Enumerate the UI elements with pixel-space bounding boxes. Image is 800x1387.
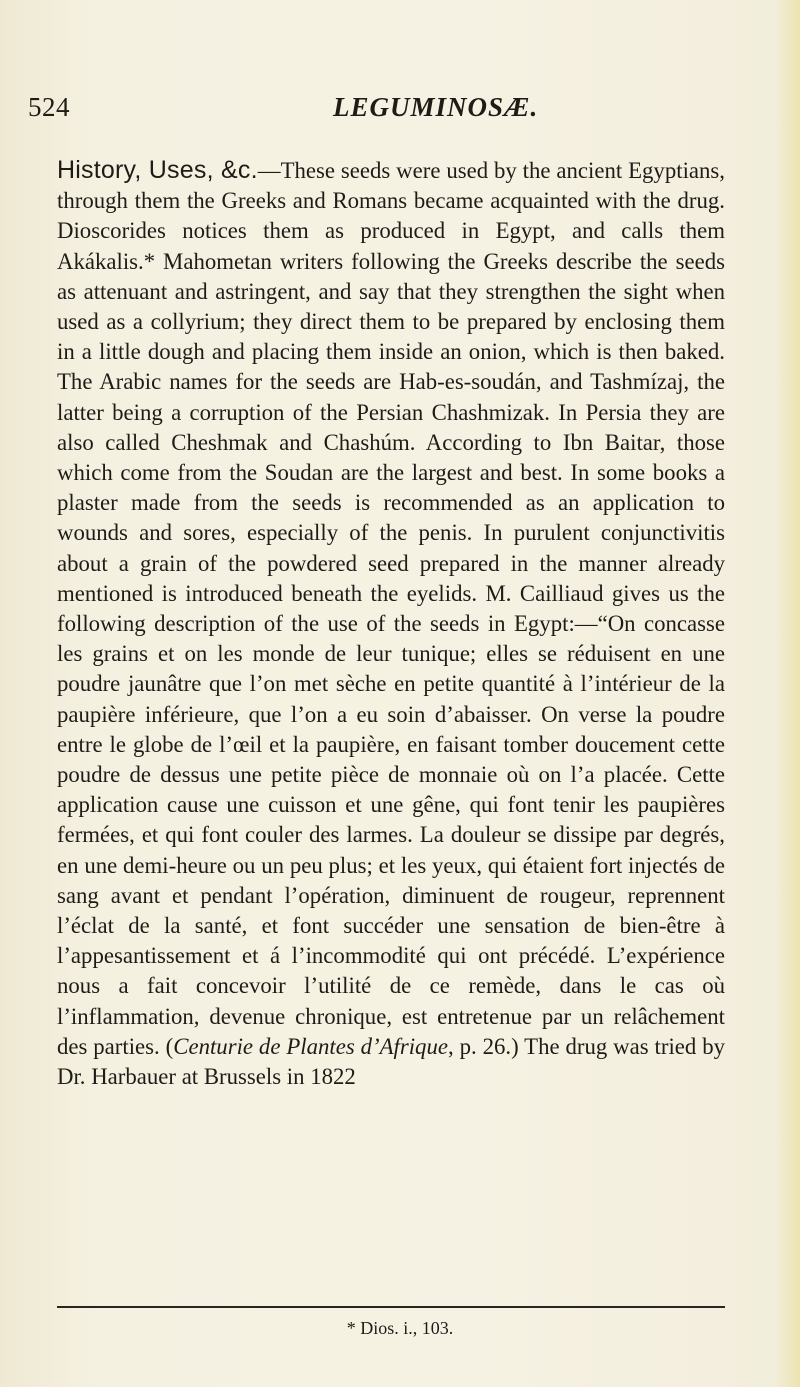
footnote: * Dios. i., 103. — [346, 1318, 454, 1338]
paragraph-continuation: The drug was tried by Dr. Harbauer at Brussels in 1822 — [57, 1033, 725, 1090]
section-heading: History, Uses, &c. — [57, 156, 258, 184]
body-text — [57, 155, 725, 1092]
history-paragraph — [57, 155, 725, 1092]
citation-title: Centurie de Plantes d’Afrique — [173, 1033, 448, 1059]
page-number: 524 — [28, 92, 70, 122]
footnote-divider — [57, 1306, 725, 1308]
paragraph-text: —These seeds were used by the ancient Egyptians, through them the Greeks and Romans became acquainted with the drug. Dioscorides notices them as produced in Egypt, and calls them Akákalis.* Mahometan writers following the Greeks describe the seeds as attenuant and astringent, and say that they strengthen the sight when used as a collyrium; they direct them to be prepared by enclosing them in a little dough and placing them inside an onion, which is then baked. The Arabic names for the seeds are Hab-es-soudán, and Tashmízaj, the latter being a corruption of the Persian Chashmizak. In Persia they are also called Cheshmak and Chashúm. According to Ibn Baitar, those which come from the Soudan are the largest and best. In some books a plaster made from the seeds is recommended as an application to wounds and sores, especially of the penis. In purulent conjunctivitis about a grain of the powdered seed prepared in the manner already mentioned is introduced beneath the eyelids. M. Cailliaud gives us the following description of the use of the seeds in Egypt:—“On concasse les grains et on les monde de leur tunique; elles se réduisent en une poudre jaunâtre que l’on met sèche en petite quantité à l’intérieur de la paupière inférieure, que l’on a eu soin d’abaisser. On verse la poudre entre le globe de l’œil et la paupière, en faisant tomber doucement cette poudre de dessus une petite pièce de monnaie où on l’a placée. Cette application cause une cuisson et une gêne, qui font tenir les paupières fermées, et qui font couler des larmes. La douleur se dissipe par degrés, en une demi-heure ou un peu plus; et les yeux, qui étaient fort injectés de sang avant et pendant l’opération, diminuent de rougeur, reprennent l’éclat de la santé, et font succéder une sensation de bien-être à l’appesantissement et á l’incommodité qui ont précédé. L’expérience nous a fait concevoir l’utilité de ce remède, dans le cas où l’inflammation, devenue chronique, est entretenue par un relâchement des parties. — [57, 158, 725, 1059]
citation-open: ( — [159, 1033, 174, 1059]
page-edge-shading — [774, 0, 800, 1387]
citation-page: , p. 26.) — [447, 1033, 519, 1059]
running-head: LEGUMINOSÆ. — [333, 92, 539, 122]
page-header — [28, 92, 718, 132]
